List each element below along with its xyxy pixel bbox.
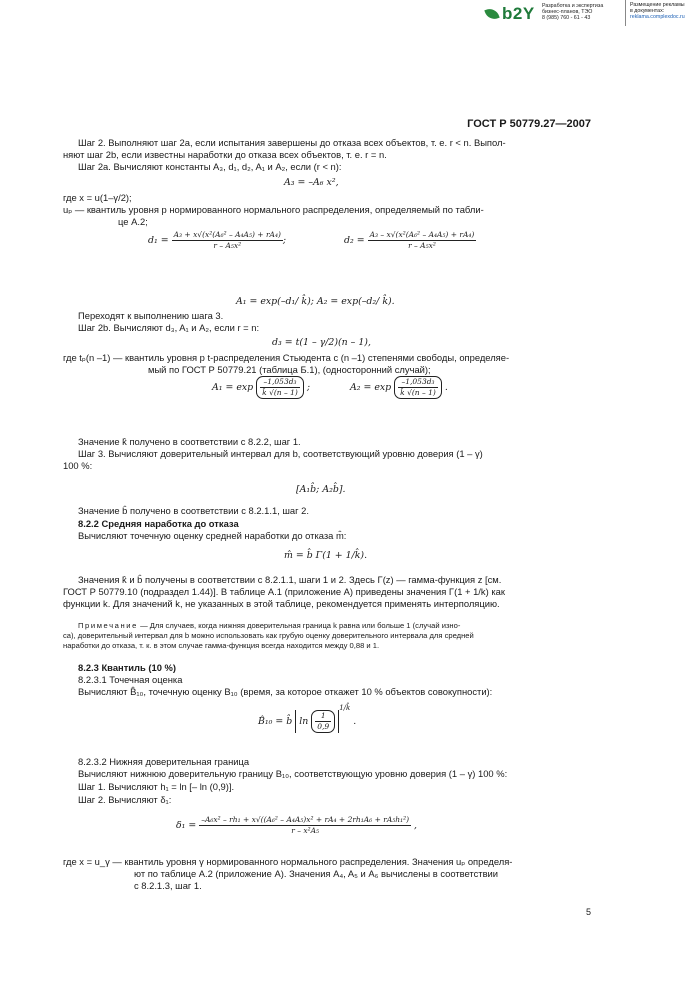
fraction-numerator: 1 (315, 711, 331, 722)
header-line: 8 (985) 760 - 61 - 43 (542, 15, 591, 22)
fraction (315, 711, 331, 732)
note-line: наработки до отказа, т. к. в этом случае гамма-функция всегда находится между 0,88 и 1. (63, 641, 380, 650)
formula-lhs: A₁ = exp (212, 382, 254, 393)
paragraph-line: uₚ — квантиль уровня p нормированного нормального распределения, определяемый по табли- (63, 204, 484, 215)
paragraph-line: Переходят к выполнению шага 3. (78, 310, 224, 321)
paragraph-line: це А.2; (118, 216, 148, 227)
formula-a1-exp: A₁ = exp $\frac{\text{–1,053d₃}}{k̂ √(n - 1)}$ ; (212, 377, 310, 397)
paragraph-line: где x = u(1–γ/2); (63, 192, 132, 203)
fraction-denominator: r – x²A₅ (291, 826, 319, 835)
paragraph-line: ГОСТ Р 50779.10 (подраздел 1.44)]. В таблице А.1 (приложение А) приведены значения Γ(1 + 1/k) как (63, 586, 505, 597)
formula-a1-a2: A₁ = exp(–d₁/ k̂); A₂ = exp(–d₂/ k̂). (236, 296, 395, 307)
fraction (368, 230, 477, 251)
header-contact (542, 3, 603, 22)
header-line: бизнес-планов, ТЭО (542, 9, 593, 16)
logo-text: b2Y (502, 4, 535, 23)
paragraph-line: Шаг 2. Вычисляют δ₁: (78, 794, 172, 805)
b2y-logo[interactable] (486, 4, 535, 24)
formula-a3: A₃ = –A₆ x², (284, 177, 339, 188)
fraction-numerator: –1,053d₃ (398, 377, 438, 388)
formula-lhs: d₁ = (148, 235, 169, 246)
paragraph-line: Значения k̂ и b̂ получены в соответствии с 8.2.1.1, шаги 1 и 2. Здесь Γ(z) — гамма-функция z [см. (78, 574, 502, 585)
header-line: Размещение рекламы (630, 2, 685, 8)
paragraph-line: где tₚ(n –1) — квантиль уровня p t-распределения Стьюдента с (n –1) степенями свободы, определяе- (63, 352, 510, 363)
fraction-numerator: –1,053d₃ (260, 377, 300, 388)
fraction (172, 230, 283, 251)
section-heading: 8.2.3 Квантиль (10 %) (78, 662, 176, 673)
paragraph-line: функции k. Для значений k, не указанных в этой таблице, рекомендуется применять интерполяцию. (63, 598, 500, 609)
ads-link[interactable]: reklama.complexdoc.ru (630, 14, 685, 21)
fraction-numerator: –A₆x² – rh₁ + x√((A₆² – A₄A₅)x² + rA₄ + 2rh₁A₆ + rA₅h₁²) (201, 815, 410, 824)
paragraph-line: Шаг 2. Выполняют шаг 2a, если испытания завершены до отказа всех объектов, т. е. r < n. Выпол- (78, 137, 506, 148)
exponent: 1/k̂ (339, 704, 351, 712)
paragraph-line: 100 %: (63, 460, 93, 471)
fraction-denominator: r – A₅x² (213, 241, 242, 250)
fraction (199, 815, 411, 836)
page-number: 5 (585, 907, 591, 917)
paragraph-line: няют шаг 2b, если известны наработки до отказа всех объектов, т. е. r = n. (63, 149, 387, 160)
note-label: Примечание (78, 621, 138, 630)
fraction-numerator: A₃ + x√(x²(A₆² – A₄A₅) + rA₄) (173, 230, 281, 239)
paragraph-line: Вычисляют точечную оценку средней наработки до отказа m̂: (78, 530, 347, 541)
parenthesis (394, 376, 442, 399)
note-text: — Для случаев, когда нижняя доверительная граница k равна или больше 1 (случай изно- (137, 621, 461, 630)
formula-b10: B̂₁₀ = b̂ ln $\frac{1}{0,9}$ $^{1/k̂}$ . (258, 704, 357, 731)
section-heading: 8.2.2 Средняя наработка до отказа (78, 518, 239, 529)
paragraph-line: мый по ГОСТ Р 50779.21 (таблица Б.1), (односторонний случай); (148, 364, 431, 375)
formula-d1: d₁ = $\frac{\text{A₃ + x√(x²(A₆² – A₄A₅) + rA₄)}}{\text{r – A₅x²}}$ ; (148, 230, 287, 250)
paragraph-line: Шаг 3. Вычисляют доверительный интервал для b, соответствующий уровню доверия (1 – γ) (78, 448, 483, 459)
formula-lhs: A₂ = exp (350, 382, 392, 393)
paragraph-line: Вычисляют нижнюю доверительную границу B₁₀, соответствующую уровню доверия (1 – γ) 100 %: (78, 768, 508, 779)
fraction (398, 377, 438, 398)
paragraph-line: с 8.2.1.3, шаг 1. (134, 880, 202, 891)
fraction-denominator: r – A₅x² (408, 241, 436, 250)
formula-a2-exp: A₂ = exp $\frac{\text{–1,053d₃}}{k̂ √(n - 1)}$ . (350, 377, 448, 397)
paragraph-line: Значение k̂ получено в соответствии с 8.2.2, шаг 1. (78, 436, 301, 447)
formula-lhs: B̂₁₀ = b̂ (258, 716, 293, 727)
parenthesis (311, 710, 335, 733)
header-ads (630, 2, 699, 21)
parenthesis (256, 376, 304, 399)
fraction-numerator: A₃ – x√(x²(A₆² – A₄A₅) + rA₄) (369, 230, 475, 239)
formula-interval: [A₁b̂; A₂b̂]. (296, 484, 346, 495)
formula-d3: d₃ = t(1 – γ/2)(n – 1), (272, 337, 371, 348)
paragraph-line: Вычисляют B̂₁₀, точечную оценку B₁₀ (время, за которое откажет 10 % объектов совокупности): (78, 686, 493, 697)
formula-lhs: δ₁ = (176, 820, 197, 831)
header-divider (625, 0, 626, 26)
paragraph-line: ют по таблице А.2 (приложение А). Значения A₄, A₅ и A₆ вычислены в соответствии (134, 868, 499, 879)
leaf-icon (484, 6, 499, 21)
subsection-heading: 8.2.3.1 Точечная оценка (78, 674, 183, 685)
subsection-heading: 8.2.3.2 Нижняя доверительная граница (78, 756, 250, 767)
paragraph-line: Шаг 1. Вычисляют h₁ = ln [– ln (0,9)]. (78, 781, 235, 792)
document-id: ГОСТ Р 50779.27—2007 (467, 118, 591, 130)
fraction-denominator: k̂ √(n – 1) (262, 388, 298, 397)
paragraph-line: где x = u_γ — квантиль уровня γ нормированного нормального распределения. Значения uₚ определя- (63, 856, 513, 867)
formula-delta1: δ₁ = $\frac{\text{–A₆x² – rh₁ + x√((A₆² – A₄A₅)x² + rA₄ + 2rh₁A₆ + rA₅h₁²)}}{\text{r – x²A₅}}$ , (176, 815, 417, 835)
formula-d2 (344, 230, 476, 251)
paragraph-line: Шаг 2a. Вычисляют константы A₃, d₁, d₂, A₁ и A₂, если (r < n): (78, 161, 342, 172)
header-line: в документах: (630, 8, 665, 15)
formula-lhs: d₂ = (344, 235, 365, 246)
ln-symbol: ln (299, 716, 309, 727)
paragraph-line: Значение b̂ получено в соответствии с 8.2.1.1, шаг 2. (78, 505, 309, 516)
formula-mean: m̂ = b̂ Γ(1 + 1/k̂). (284, 550, 368, 561)
note-line (78, 621, 460, 631)
fraction-denominator: k̂ √(n – 1) (400, 388, 436, 397)
note-line: са), доверительный интервал для b можно использовать как грубую оценку доверительного интервала для средней (63, 631, 474, 640)
paragraph-line: Шаг 2b. Вычисляют d₃, A₁ и A₂, если r = n: (78, 322, 260, 333)
bracket (295, 710, 339, 733)
fraction (260, 377, 300, 398)
fraction-denominator: 0,9 (317, 722, 330, 731)
header-line: Разработка и экспертиза (542, 3, 604, 9)
